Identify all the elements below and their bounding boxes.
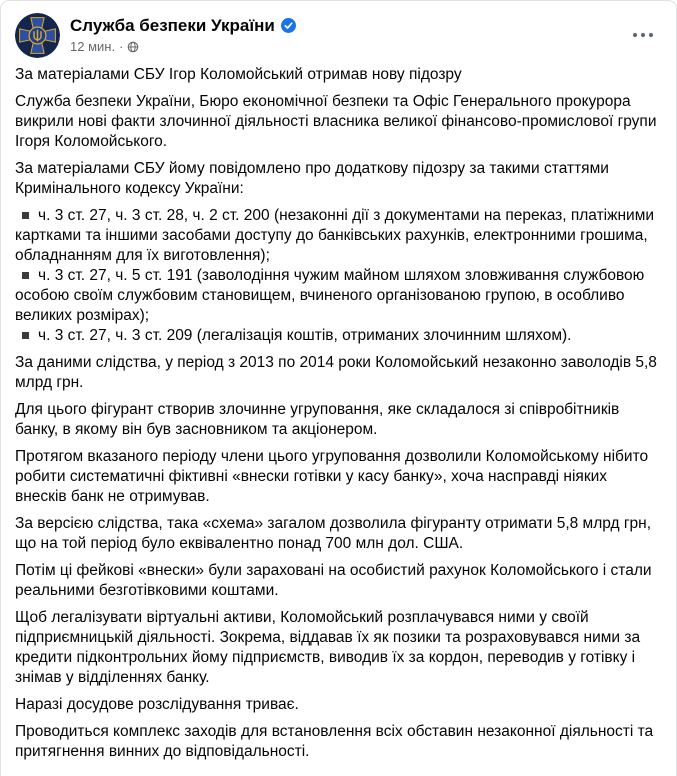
post-header <box>1 1 676 60</box>
page-name-row <box>70 15 296 36</box>
page-name-link[interactable]: Служба безпеки України <box>70 16 275 35</box>
post-paragraph: За матеріалами СБУ йому повідомлено про додаткову підозру за такими статтями Кримінального кодексу України: <box>15 160 609 197</box>
timestamp-separator: · <box>119 39 124 54</box>
header-meta <box>70 13 296 55</box>
square-bullet-icon <box>22 332 29 339</box>
post-paragraph: За даними слідства, у період з 2013 по 2014 роки Коломойський незаконно заволодів 5,8 млрд грн. <box>15 354 657 391</box>
ellipsis-menu-icon <box>632 32 654 38</box>
bullet-text: ч. 3 ст. 27, ч. 5 ст. 191 (заволодіння чужим майном шляхом зловживання службовою особою своїм службовим становищем, вчиненого організованою групою, в особливо великих розмірах); <box>15 267 645 324</box>
post-paragraph: За версією слідства, така «схема» загалом дозволила фігуранту отримати 5,8 млрд грн, що на той період було еквівалентно понад 700 млн дол. США. <box>15 515 652 552</box>
post-paragraph: За матеріалами СБУ Ігор Коломойський отримав нову підозру <box>15 66 462 83</box>
post-paragraph: Потім ці фейкові «внески» були зараховані на особистий рахунок Коломойського і стали реальними безготівковими коштами. <box>15 562 652 599</box>
post-bullet-item <box>15 326 661 346</box>
timestamp-row <box>70 38 296 55</box>
page-avatar-sbu-emblem[interactable] <box>15 13 60 58</box>
public-globe-icon <box>127 41 139 53</box>
verified-badge-icon <box>281 18 296 33</box>
post-paragraph: Протягом вказаного періоду члени цього угруповання дозволили Коломойському нібито робити систематичні фіктивні «внески готівки у касу банку», хоча насправді ніяких внесків банк не отримував. <box>15 448 649 505</box>
post-bullet-item <box>15 266 661 326</box>
post-paragraph: Служба безпеки України, Бюро економічної безпеки та Офіс Генерального прокурора викрили нові факти злочинної діяльності власника великої фінансово-промислової групи Ігоря Коломойського. <box>15 93 657 150</box>
bullet-text: ч. 3 ст. 27, ч. 3 ст. 209 (легалізація коштів, отриманих злочинним шляхом). <box>38 327 572 344</box>
post-paragraph: Наразі досудове розслідування триває. <box>15 696 299 713</box>
post-body <box>1 60 676 776</box>
post-paragraph: Для цього фігурант створив злочинне угруповання, яке складалося зі співробітників банку, в якому він був засновником та акціонером. <box>15 401 620 438</box>
square-bullet-icon <box>22 272 29 279</box>
bullet-text: ч. 3 ст. 27, ч. 3 ст. 28, ч. 2 ст. 200 (незаконні дії з документами на переказ, платіжними картками та іншими засобами доступу до банківських рахунків, електронними грошима, обладнанням для їх виготовлення); <box>15 207 655 264</box>
post-paragraph: Щоб легалізувати віртуальні активи, Коломойський розплачувався ними у своїй підприємницькій діяльності. Зокрема, віддавав їх як позики та розраховувався ними за кредити підконтрольних йому підприємств, виводив їх за кордон, переводив у готівку і знімав у відділеннях банку. <box>15 609 641 686</box>
post-paragraph: Проводиться комплекс заходів для встановлення всіх обставин незаконної діяльності та притягнення винних до відповідальності. <box>15 723 654 760</box>
post-timestamp-link[interactable]: 12 мин. <box>70 39 116 54</box>
post-options-button[interactable] <box>626 22 660 48</box>
post-bullet-item <box>15 206 661 266</box>
square-bullet-icon <box>22 212 29 219</box>
